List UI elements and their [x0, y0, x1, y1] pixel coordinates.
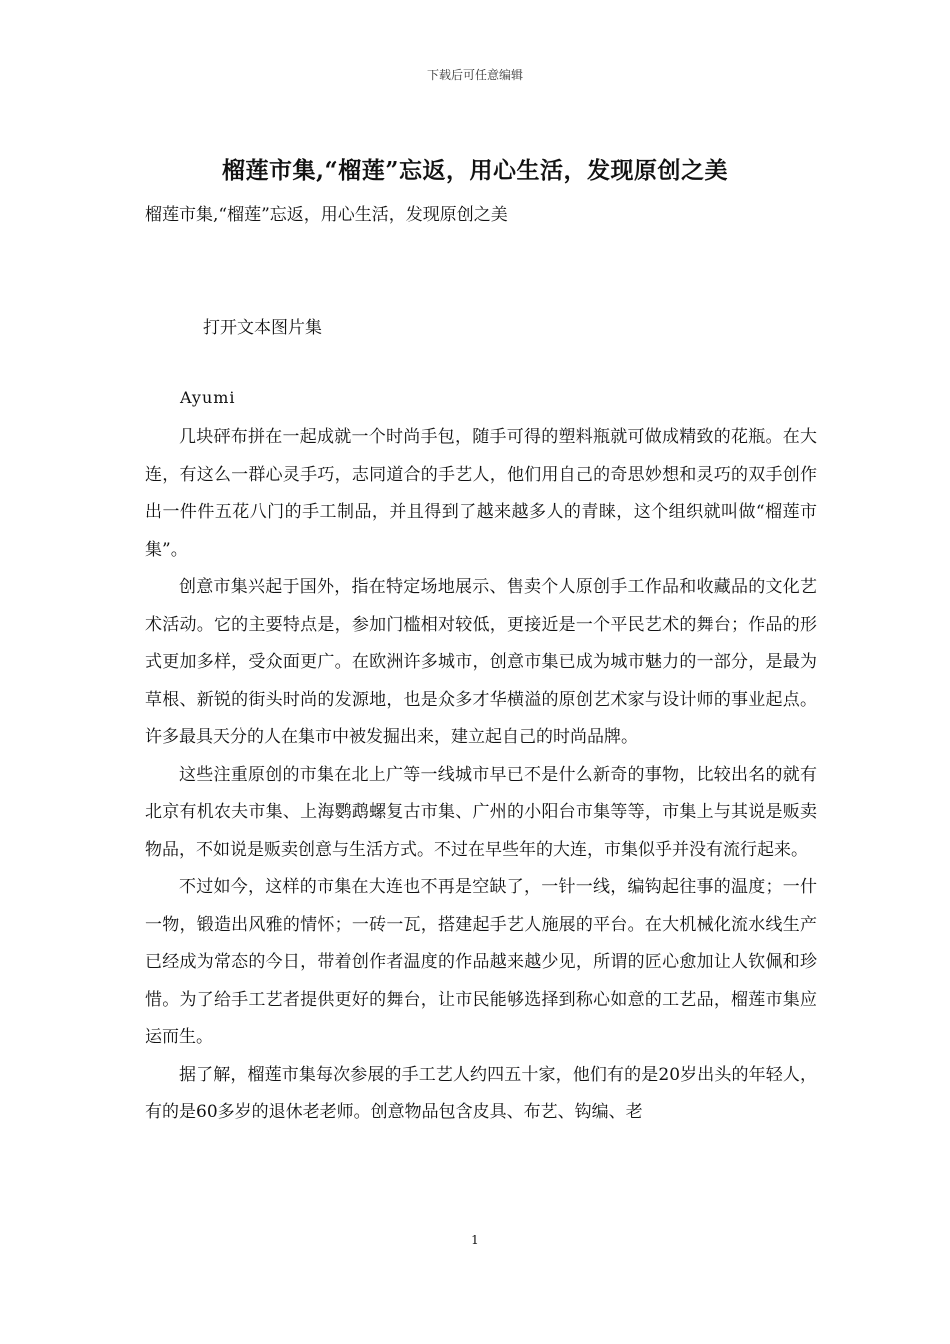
article-body	[145, 419, 817, 1132]
paragraph: 这些注重原创的市集在北上广等一线城市早已不是什么新奇的事物，比较出名的就有北京有机农夫市集、上海鹦鹉螺复古市集、广州的小阳台市集等等，市集上与其说是贩卖物品，不如说是贩卖创意与生活方式。不过在早些年的大连，市集似乎并没有流行起来。	[145, 764, 817, 860]
header-note: 下载后可任意编辑	[426, 68, 523, 82]
article-subtitle: 榴莲市集,“榴莲”忘返，用心生活，发现原创之美	[145, 205, 508, 225]
page-number: 1	[471, 1233, 479, 1247]
paragraph: 几块砰布拼在一起成就一个时尚手包，随手可得的塑料瓶就可做成精致的花瓶。在大连，有这么一群心灵手巧，志同道合的手艺人，他们用自己的奇思妙想和灵巧的双手创作出一件件五花八门的手工制品，并且得到了越来越多人的青睐，这个组织就叫做“榴莲市集”。	[145, 427, 817, 560]
open-gallery-link[interactable]: 打开文本图片集	[203, 318, 322, 338]
author-name: Ayumi	[180, 388, 236, 407]
paragraph: 不过如今，这样的市集在大连也不再是空缺了，一针一线，编钩起往事的温度；一什一物，锻造出风雅的情怀；一砖一瓦，搭建起手艺人施展的平台。在大机械化流水线生产已经成为常态的今日，带着创作者温度的作品越来越少见，所谓的匠心愈加让人钦佩和珍惜。为了给手工艺者提供更好的舞台，让市民能够选择到称心如意的工艺品，榴莲市集应运而生。	[145, 877, 817, 1047]
paragraph: 创意市集兴起于国外，指在特定场地展示、售卖个人原创手工作品和收藏品的文化艺术活动。它的主要特点是，参加门槛相对较低，更接近是一个平民艺术的舞台；作品的形式更加多样，受众面更广。在欧洲许多城市，创意市集已成为城市魅力的一部分，是最为草根、新锐的街头时尚的发源地，也是众多才华横溢的原创艺术家与设计师的事业起点。许多最具天分的人在集市中被发掘出来，建立起自己的时尚品牌。	[145, 577, 817, 747]
article-title: 榴莲市集,“榴莲”忘返，用心生活，发现原创之美	[222, 157, 728, 184]
paragraph: 据了解，榴莲市集每次参展的手工艺人约四五十家，他们有的是20岁出头的年轻人，有的是60多岁的退休老老师。创意物品包含皮具、布艺、钩编、老	[145, 1064, 817, 1122]
